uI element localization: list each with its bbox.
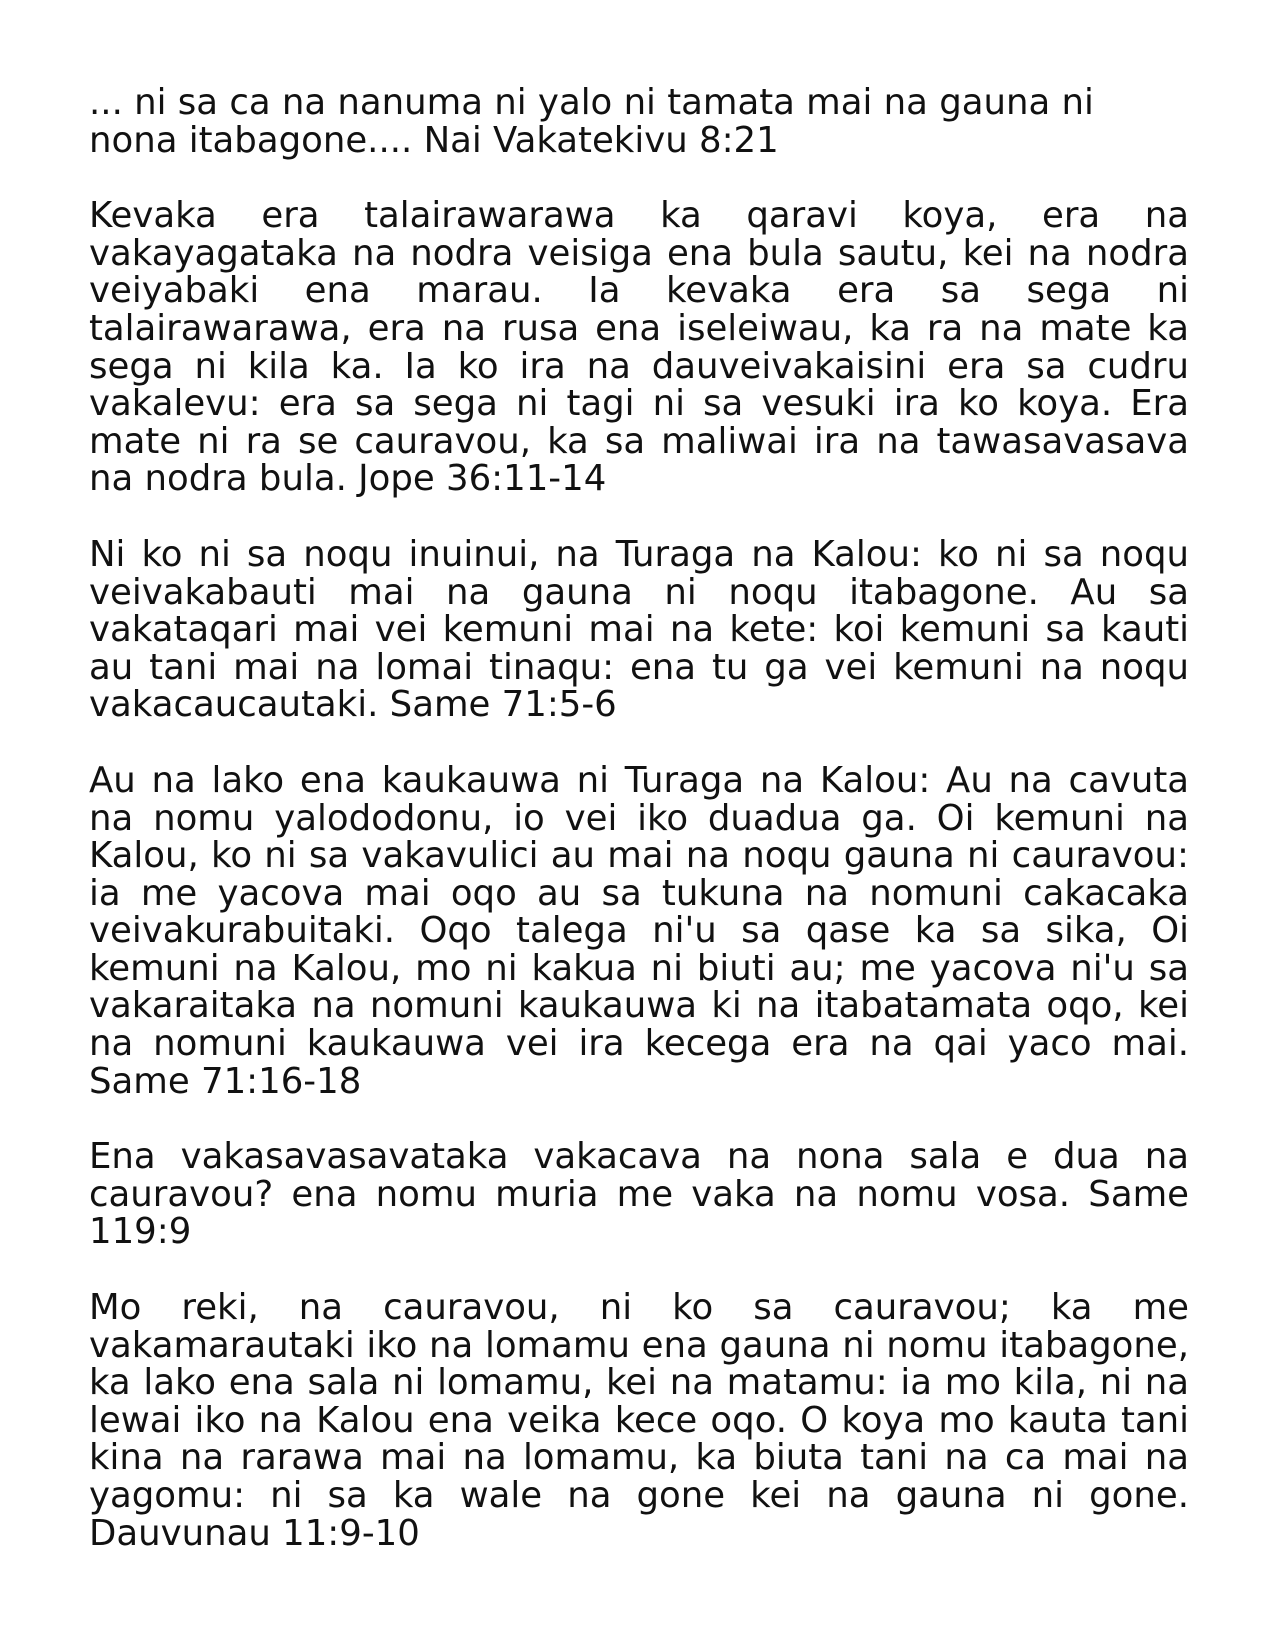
paragraph-jope-36-11-14: Kevaka era talairawarawa ka qaravi koya, era na vakayagataka na nodra veisiga ena bula sautu, kei na nodra veiyabaki ena marau. Ia kevaka era sa sega ni talairawarawa, era na rusa ena iseleiwau, ka ra na mate ka sega ni kila ka. Ia ko ira na dauveivakaisini era sa cudru vakalevu: era sa sega ni tagi ni sa vesuki ira ko koya. Era mate ni ra se cauravou, ka sa maliwai ira na tawasavasava na nodra bula. Jope 36:11-14: [89, 195, 1189, 500]
paragraph-dauvunau-11-9-10: Mo reki, na cauravou, ni ko sa cauravou; ka me vakamarautaki iko na lomamu ena gauna ni nomu itabagone, ka lako ena sala ni lomamu, kei na matamu: ia mo kila, ni na lewai iko na Kalou ena veika kece oqo. O koya mo kauta tani kina na rarawa mai na lomamu, ka biuta tani na ca mai na yagomu: ni sa ka wale na gone kei na gauna ni gone. Dauvunau 11:9-10: [89, 1287, 1189, 1554]
paragraph-same-71-16-18: Au na lako ena kaukauwa ni Turaga na Kalou: Au na cavuta na nomu yalododonu, io vei iko duadua ga. Oi kemuni na Kalou, ko ni sa vakavulici au mai na noqu gauna ni cauravou: ia me yacova mai oqo au sa tukuna na nomuni cakacaka veivakurabuitaki. Oqo talega ni'u sa qase ka sa sika, Oi kemuni na Kalou, mo ni kakua ni biuti au; me yacova ni'u sa vakaraitaka na nomuni kaukauwa ki na itabatamata oqo, kei na nomuni kaukauwa vei ira kecega era na qai yaco mai. Same 71:16-18: [89, 759, 1189, 1102]
document-page: [89, 84, 1189, 1590]
paragraph-same-119-9: Ena vakasavasavataka vakacava na nona sala e dua na cauravou? ena nomu muria me vaka na nomu vosa. Same 119:9: [89, 1136, 1189, 1253]
paragraph-vakatekivu-8-21: ... ni sa ca na nanuma ni yalo ni tamata mai na gauna ni nona itabagone.... Nai Vakatekivu 8:21: [89, 82, 1094, 161]
paragraph-same-71-5-6: Ni ko ni sa noqu inuinui, na Turaga na Kalou: ko ni sa noqu veivakabauti mai na gauna ni noqu itabagone. Au sa vakataqari mai vei kemuni mai na kete: koi kemuni sa kauti au tani mai na lomai tinaqu: ena tu ga vei kemuni na noqu vakacaucautaki. Same 71:5-6: [89, 533, 1189, 726]
